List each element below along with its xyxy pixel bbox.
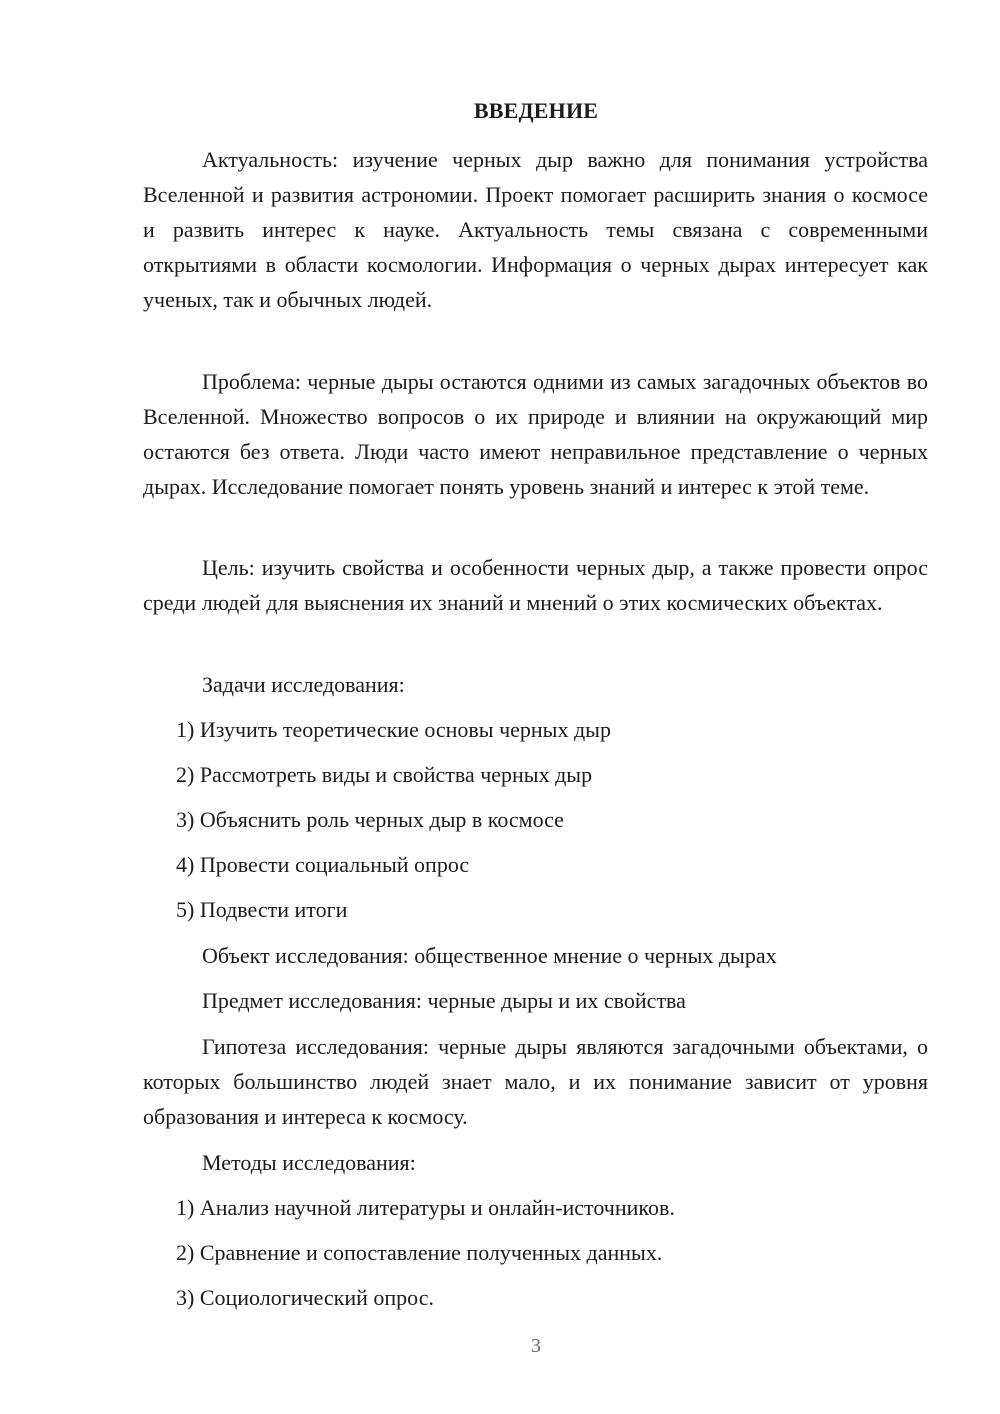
task-item: 1) Изучить теоретические основы черных дыр — [176, 717, 611, 742]
relevance-paragraph: Актуальность: изучение черных дыр важно для понимания устройства Вселенной и развития астрономии. Проект помогает расширить знания о космосе и развить интерес к науке. Актуальность темы связана с современными открытиями в области космологии. Информация о черных дырах интересует как ученых, так и обычных людей. — [143, 147, 928, 312]
methods-title: Методы исследования: — [202, 1150, 416, 1175]
method-item: 3) Социологический опрос. — [176, 1285, 434, 1310]
method-item: 1) Анализ научной литературы и онлайн-источников. — [176, 1195, 675, 1220]
research-object: Объект исследования: общественное мнение о черных дырах — [202, 943, 777, 968]
page-number: 3 — [531, 1335, 541, 1357]
research-subject: Предмет исследования: черные дыры и их свойства — [202, 988, 686, 1013]
problem-paragraph: Проблема: черные дыры остаются одними из самых загадочных объектов во Вселенной. Множество вопросов о их природе и влиянии на окружающий мир остаются без ответа. Люди часто имеют неправильное представление о черных дырах. Исследование помогает понять уровень знаний и интерес к этой теме. — [143, 369, 928, 499]
task-item: 5) Подвести итоги — [176, 897, 348, 922]
method-item: 2) Сравнение и сопоставление полученных данных. — [176, 1240, 663, 1265]
task-item: 3) Объяснить роль черных дыр в космосе — [176, 807, 564, 832]
tasks-title: Задачи исследования: — [202, 672, 405, 697]
task-item: 4) Провести социальный опрос — [176, 852, 470, 877]
section-heading: ВВЕДЕНИЕ — [473, 98, 599, 123]
hypothesis-paragraph: Гипотеза исследования: черные дыры являются загадочными объектами, о которых большинство людей знает мало, и их понимание зависит от уровня образования и интереса к космосу. — [143, 1034, 928, 1129]
goal-paragraph: Цель: изучить свойства и особенности черных дыр, а также провести опрос среди людей для выяснения их знаний и мнений о этих космических объектах. — [143, 555, 928, 615]
task-item: 2) Рассмотреть виды и свойства черных дыр — [176, 762, 593, 787]
